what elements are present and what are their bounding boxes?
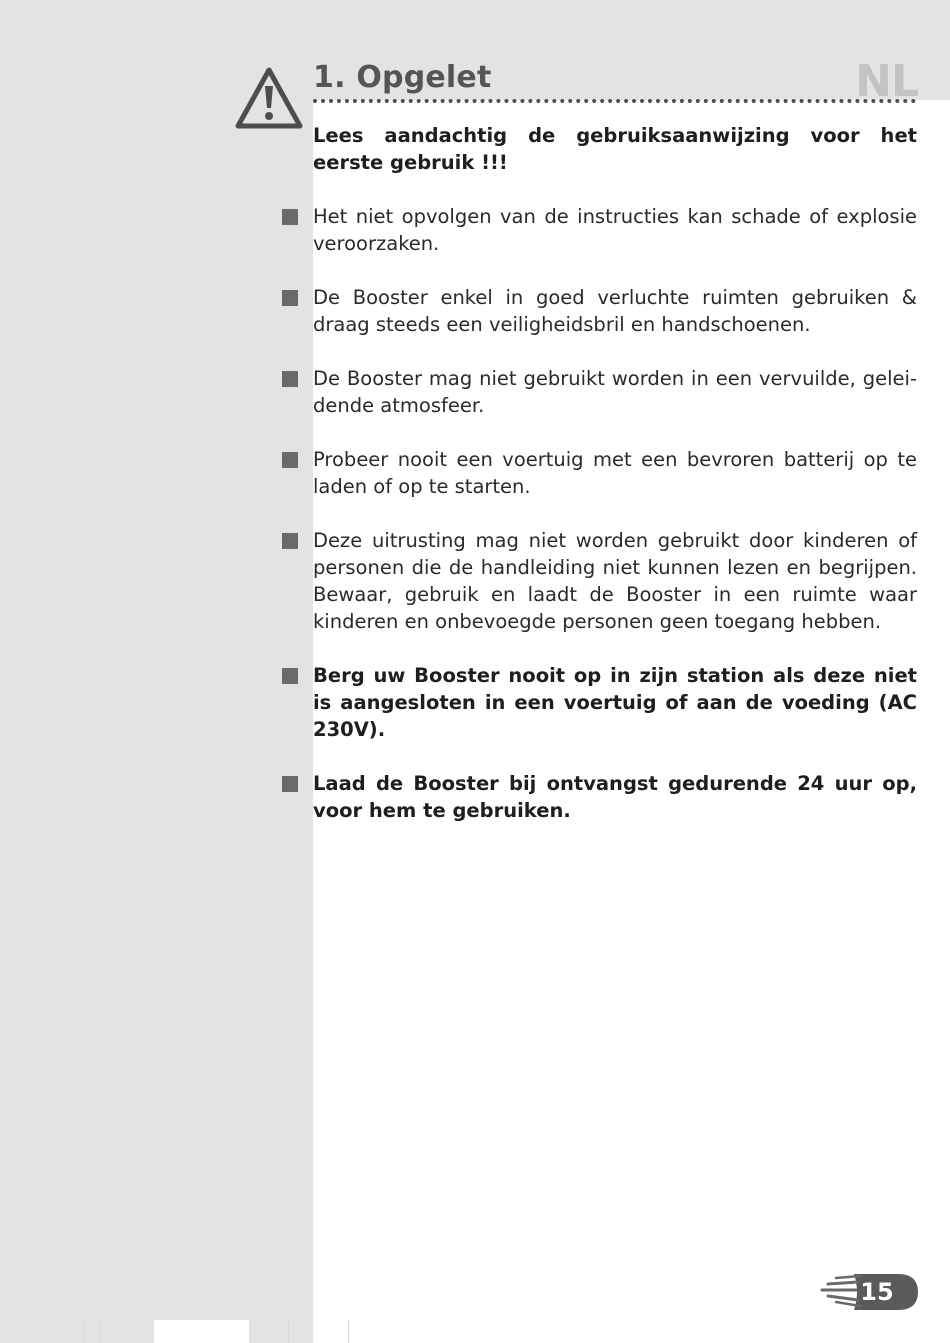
square-bullet-icon xyxy=(282,668,298,684)
list-item xyxy=(313,770,917,824)
safety-instruction-list xyxy=(313,203,917,824)
main-content xyxy=(313,122,917,851)
warning-triangle-icon xyxy=(234,66,304,130)
crop-mark xyxy=(288,1320,289,1343)
list-item xyxy=(313,527,917,635)
square-bullet-icon xyxy=(282,290,298,306)
square-bullet-icon xyxy=(282,371,298,387)
square-bullet-icon xyxy=(282,776,298,792)
list-item xyxy=(313,284,917,338)
page-number: 15 xyxy=(860,1278,894,1306)
list-item-text: De Booster enkel in goed verluchte ruimten gebruiken & draag steeds een veiligheidsbril en handschoenen. xyxy=(313,286,917,336)
intro-warning-text: Lees aandachtig de gebruiksaanwijzing voor het eerste gebruik !!! xyxy=(313,124,917,174)
crop-mark xyxy=(100,1320,101,1343)
list-item xyxy=(313,365,917,419)
list-item xyxy=(313,203,917,257)
language-code: NL xyxy=(855,56,918,107)
list-item-text: Berg uw Booster nooit op in zijn station als deze niet is aangesloten in een voertuig of aan de voeding (AC 230V). xyxy=(313,664,917,741)
list-item-text: Laad de Booster bij ontvangst gedurende 24 uur op, voor hem te gebruiken. xyxy=(313,772,917,822)
left-sidebar-panel xyxy=(0,0,313,1343)
square-bullet-icon xyxy=(282,533,298,549)
crop-mark xyxy=(84,1320,85,1343)
bottom-margin-strip xyxy=(154,1320,249,1343)
list-item-text: De Booster mag niet gebruikt worden in een vervuilde, gelei-dende atmosfeer. xyxy=(313,367,917,417)
section-title: 1. Opgelet xyxy=(313,60,492,95)
list-item-text: Deze uitrusting mag niet worden gebruikt door kinderen of personen die de handleiding niet kunnen lezen en begrijpen. Bewaar, gebruik en laadt de Booster in een ruimte waar kinderen en onbevoegde personen geen toegang hebben. xyxy=(313,529,917,633)
crop-mark xyxy=(348,1320,349,1343)
list-item xyxy=(313,446,917,500)
title-dotted-divider xyxy=(313,99,916,103)
list-item xyxy=(313,662,917,743)
square-bullet-icon xyxy=(282,209,298,225)
list-item-text: Het niet opvolgen van de instructies kan schade of explosie veroorzaken. xyxy=(313,205,917,255)
square-bullet-icon xyxy=(282,452,298,468)
list-item-text: Probeer nooit een voertuig met een bevroren batterij op te laden of op te starten. xyxy=(313,448,917,498)
